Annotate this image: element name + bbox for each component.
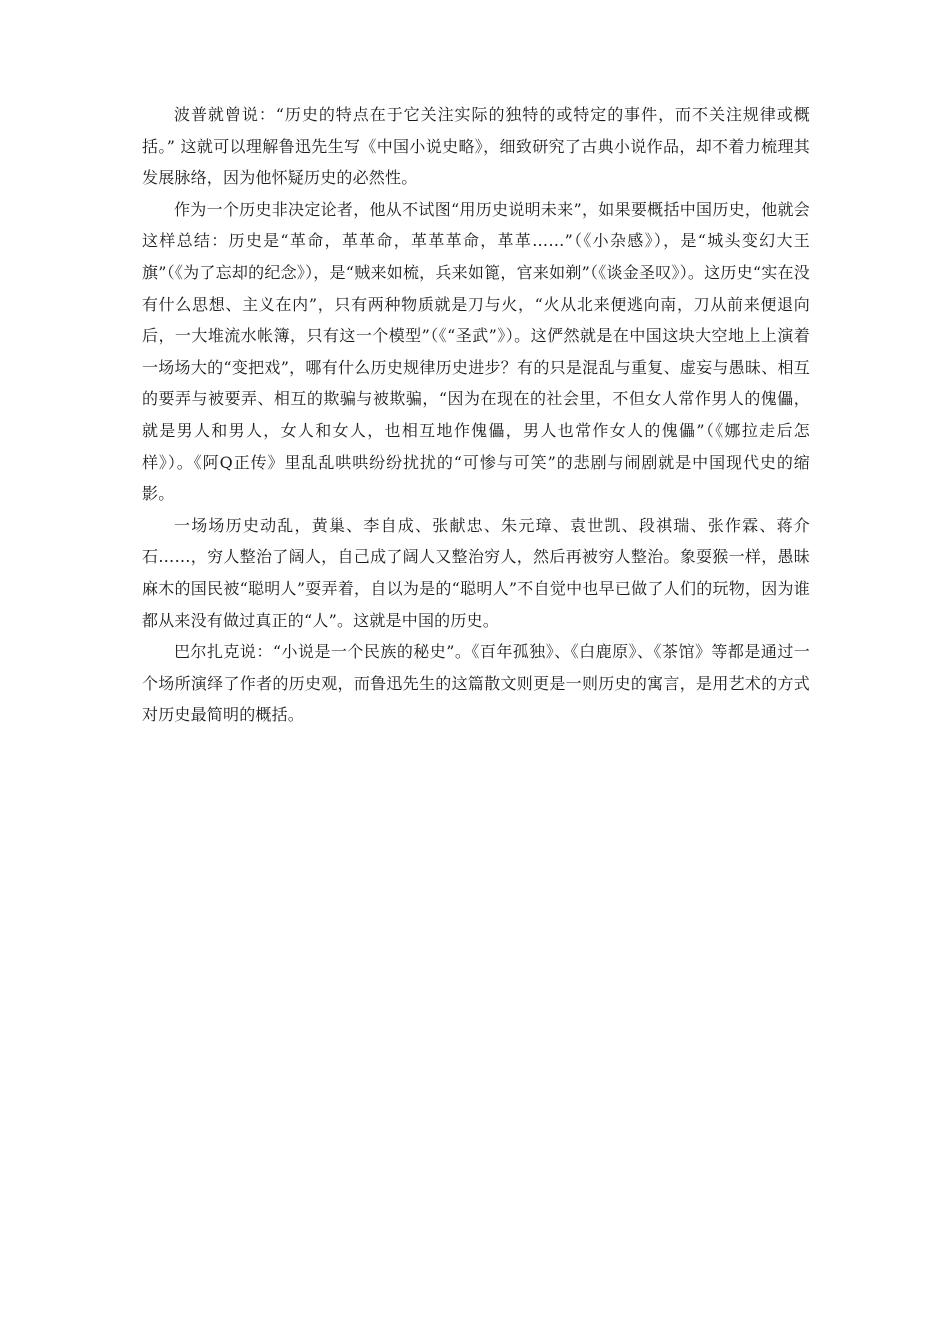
document-page [142,99,810,731]
paragraph-4: 巴尔扎克说：“小说是一个民族的秘史”。《百年孤独》、《白鹿原》、《茶馆》等都是通过一个场所演绎了作者的历史观，而鲁迅先生的这篇散文则更是一则历史的寓言，是用艺术的方式对历史最简明的概括。 [142,642,810,725]
paragraph-1: 波普就曾说：“历史的特点在于它关注实际的独特的或特定的事件，而不关注规律或概括。” 这就可以理解鲁迅先生写《中国小说史略》，细致研究了古典小说作品，却不着力梳理其发展脉络，因为他怀疑历史的必然性。 [142,105,810,188]
paragraph-2: 作为一个历史非决定论者，他从不试图“用历史说明未来”，如果要概括中国历史，他就会这样总结：历史是“革命，革革命，革革革命，革革……”（《小杂感》），是“城头变幻大王旗”（《为了忘却的纪念》），是“贼来如梳，兵来如篦，官来如剃”（《谈金圣叹》）。这历史“实在没有什么思想、主义在内”，只有两种物质就是刀与火，“火从北来便逃向南，刀从前来便退向后，一大堆流水帐簿，只有这一个模型”（《“圣武”》）。这俨然就是在中国这块大空地上上演着一场场大的“变把戏”，哪有什么历史规律历史进步？有的只是混乱与重复、虚妄与愚昧、相互的要弄与被要弄、相互的欺骗与被欺骗，“因为在现在的社会里，不但女人常作男人的傀儡，就是男人和男人，女人和女人，也相互地作傀儡，男人也常作女人的傀儡”（《娜拉走后怎样》）。《阿Q正传》里乱乱哄哄纷纷扰扰的“可惨与可笑”的悲剧与闹剧就是中国现代史的缩影。 [142,199,810,504]
paragraph-3: 一场场历史动乱，黄巢、李自成、张献忠、朱元璋、袁世凯、段祺瑞、张作霖、蒋介石……，穷人整治了阔人，自己成了阔人又整治穷人，然后再被穷人整治。象耍猴一样，愚昧麻木的国民被“聪明人”耍弄着，自以为是的“聪明人”不自觉中也早已做了人们的玩物，因为谁都从来没有做过真正的“人”。这就是中国的历史。 [142,515,810,630]
